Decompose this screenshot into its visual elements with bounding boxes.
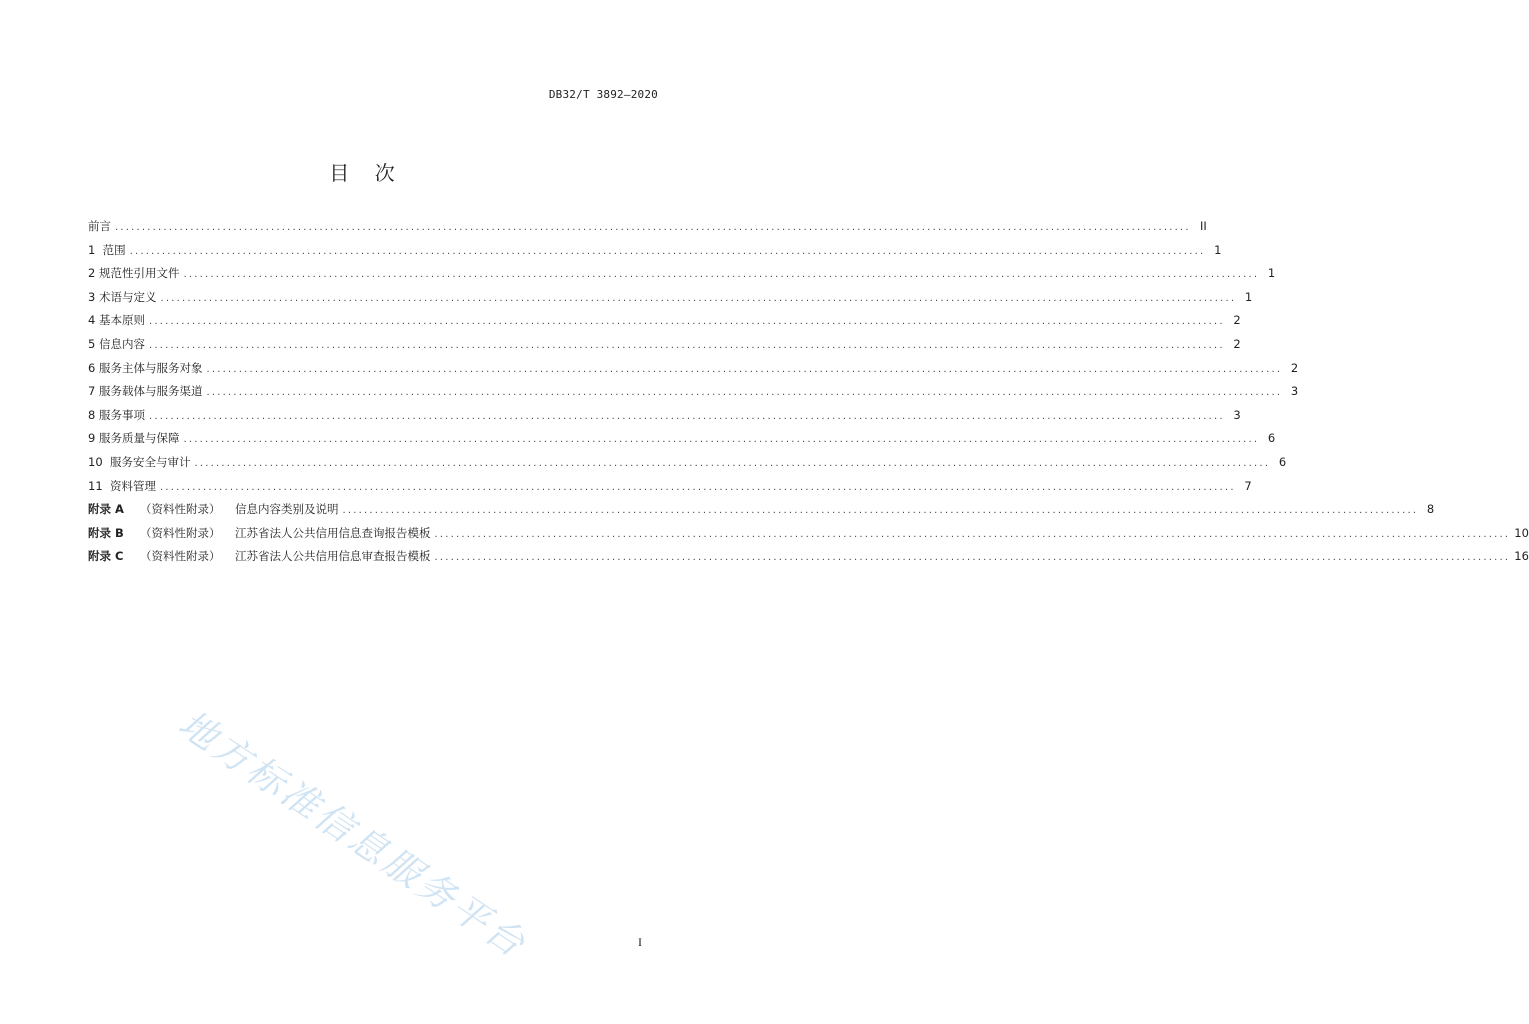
toc-entry[interactable]: [88, 289, 1253, 313]
appendix-title: 江苏省法人公共信用信息查询报告模板: [235, 525, 431, 540]
toc-entry[interactable]: [88, 360, 1299, 384]
toc-entry[interactable]: [88, 478, 1252, 502]
toc-leader-dots: ........................................................................................................................................................................................................: [194, 457, 1271, 469]
toc-appendix-entry[interactable]: [88, 525, 1529, 549]
toc-entry-page: 1: [1244, 289, 1253, 304]
toc-leader-dots: ........................................................................................................................................................................................................: [159, 481, 1236, 493]
toc-leader-dots: ........................................................................................................................................................................................................: [206, 387, 1283, 399]
toc-entry-page: 2: [1290, 360, 1299, 375]
toc-leader-dots: ........................................................................................................................................................................................................: [183, 434, 1260, 446]
toc-entry-label: 9 服务质量与保障: [88, 431, 180, 446]
toc-entry-page: 3: [1233, 407, 1241, 422]
toc-entry-page: 2: [1233, 313, 1241, 328]
toc-leader-dots: ........................................................................................................................................................................................................: [434, 552, 1511, 564]
appendix-type: （资料性附录）: [140, 525, 221, 540]
toc-appendix-entry[interactable]: [88, 501, 1435, 525]
toc-entry-page: 2: [1233, 336, 1241, 351]
toc-entry-label: 8 服务事项: [88, 407, 145, 422]
appendix-prefix: 附录 B: [88, 525, 124, 540]
toc-entry[interactable]: [88, 383, 1299, 407]
toc-entry-page: 7: [1244, 478, 1252, 493]
toc-leader-dots: ........................................................................................................................................................................................................: [129, 245, 1206, 257]
toc-leader-dots: ........................................................................................................................................................................................................: [434, 528, 1511, 540]
appendix-type: （资料性附录）: [140, 549, 221, 564]
toc-entry-label: 10 服务安全与审计: [88, 454, 191, 469]
appendix-type: （资料性附录）: [140, 502, 221, 517]
toc-entry-page: 6: [1278, 454, 1287, 469]
page-number: I: [638, 935, 642, 949]
toc-entry-page: 8: [1426, 502, 1435, 517]
toc-entry[interactable]: [88, 430, 1276, 454]
toc-entry-page: 3: [1290, 384, 1299, 399]
toc-entry-label: 2 规范性引用文件: [88, 266, 180, 281]
toc-leader-dots: ........................................................................................................................................................................................................: [160, 292, 1237, 304]
toc-entry[interactable]: [88, 312, 1241, 336]
toc-entry[interactable]: [88, 218, 1207, 242]
toc-leader-dots: ........................................................................................................................................................................................................: [206, 363, 1283, 375]
toc-entry-page: 10: [1514, 525, 1529, 540]
page-title: 目 次: [329, 161, 395, 185]
appendix-prefix: 附录 A: [88, 502, 124, 517]
toc-entry-page: 16: [1514, 549, 1529, 564]
toc-leader-dots: ........................................................................................................................................................................................................: [148, 339, 1225, 351]
appendix-title: 信息内容类别及说明: [235, 502, 339, 517]
toc-entry-label: 1 范围: [88, 242, 126, 257]
table-of-contents: [88, 218, 1529, 572]
toc-appendix-entry[interactable]: [88, 548, 1529, 572]
appendix-title: 江苏省法人公共信用信息审查报告模板: [235, 549, 431, 564]
toc-entry[interactable]: [88, 407, 1241, 431]
toc-entry[interactable]: [88, 454, 1287, 478]
toc-leader-dots: ........................................................................................................................................................................................................: [148, 410, 1225, 422]
toc-entry[interactable]: [88, 265, 1276, 289]
toc-entry-label: 11 资料管理: [88, 478, 156, 493]
toc-entry-label: 前言: [88, 219, 111, 233]
toc-entry-page: 6: [1267, 431, 1276, 446]
toc-entry[interactable]: [88, 242, 1222, 266]
toc-entry-label: 5 信息内容: [88, 336, 145, 351]
toc-entry[interactable]: [88, 336, 1241, 360]
toc-entry-page: 1: [1267, 266, 1276, 281]
toc-entry-label: 7 服务载体与服务渠道: [88, 384, 203, 399]
toc-leader-dots: ........................................................................................................................................................................................................: [148, 316, 1225, 328]
toc-entry-page: 1: [1214, 242, 1222, 257]
toc-entry-label: 4 基本原则: [88, 313, 145, 328]
toc-entry-label: 3 术语与定义: [88, 289, 157, 304]
toc-entry-page: II: [1199, 219, 1207, 233]
toc-leader-dots: ........................................................................................................................................................................................................: [183, 269, 1260, 281]
document-code: DB32/T 3892—2020: [548, 88, 658, 101]
toc-entry-label: 6 服务主体与服务对象: [88, 360, 203, 375]
toc-leader-dots: ........................................................................................................................................................................................................: [342, 505, 1419, 517]
toc-leader-dots: ........................................................................................................................................................................................................: [115, 222, 1191, 233]
appendix-prefix: 附录 C: [88, 549, 124, 564]
watermark: 地方标准信息服务平台: [171, 702, 535, 967]
